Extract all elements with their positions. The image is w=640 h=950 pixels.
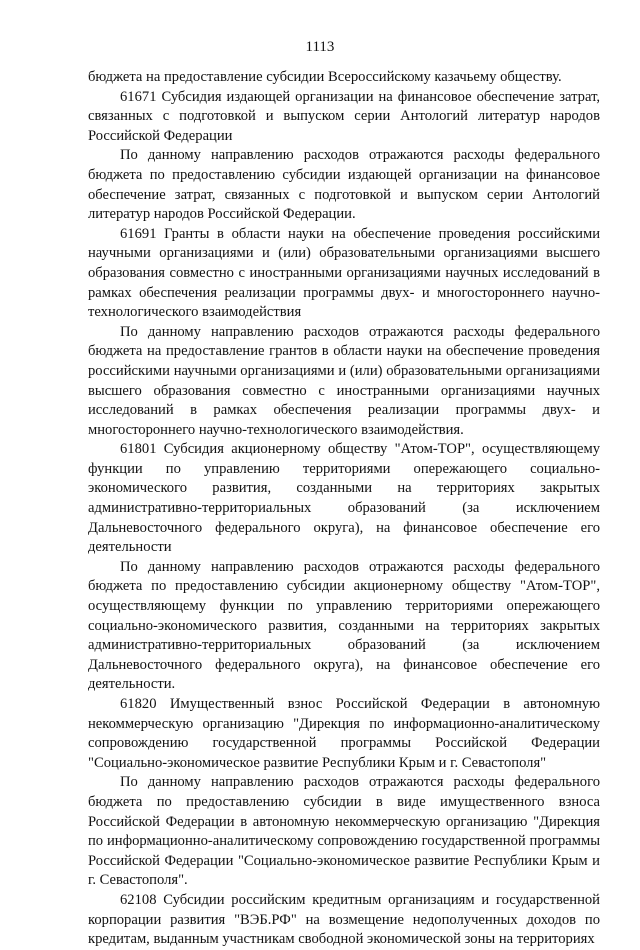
paragraph: 62108 Субсидии российским кредитным организациям и государственной корпорации развития "ВЭБ.РФ" на возмещение недополученных доходов по кредитам, выданным участникам свободной экономической зоны на территориях [88, 891, 600, 948]
paragraph: По данному направлению расходов отражаются расходы федерального бюджета по предоставлению субсидии в виде имущественного взноса Российской Федерации в автономную некоммерческую организацию "Дирекция по информационно-аналитическому сопровождению государственной программы Российской Федерации "Социально-экономическое развитие Республики Крым и г. Севастополя". [88, 774, 600, 889]
paragraph: По данному направлению расходов отражаются расходы федерального бюджета на предоставление грантов в области науки на обеспечение проведения российскими научными организациями и (или) образовательными организациями высшего образования совместно с иностранными организациями научных исследований в рамках обеспечения реализации программы двух- и многостороннего научно-технологического взаимодействия. [88, 323, 600, 438]
document-body [88, 68, 600, 950]
paragraph: 61801 Субсидия акционерному обществу "Атом-ТОР", осуществляющему функции по управлению территориями опережающего социально-экономического развития, созданными на территориях закрытых административно-территориальных образований (за исключением Дальневосточного федерального округа), на финансовое обеспечение его деятельности [88, 441, 600, 556]
paragraph: 61671 Субсидия издающей организации на финансовое обеспечение затрат, связанных с подготовкой и выпуском серии Антологий литератур народов Российской Федерации [88, 88, 600, 144]
paragraph: бюджета на предоставление субсидии Всероссийскому казачьему обществу. [88, 69, 562, 85]
page-number: 1113 [305, 39, 335, 55]
paragraph: 61691 Гранты в области науки на обеспечение проведения российскими научными организациями и (или) образовательными организациями высшего образования совместно с иностранными организациями научных исследований в рамках обеспечения реализации программы двух- и многостороннего научно-технологического взаимодействия [88, 225, 600, 321]
paragraph: 61820 Имущественный взнос Российской Федерации в автономную некоммерческую организацию "Дирекция по информационно-аналитическому сопровождению государственной программы Российской Федерации "Социально-экономическое развитие Республики Крым и г. Севастополя" [88, 696, 600, 771]
paragraph: По данному направлению расходов отражаются расходы федерального бюджета по предоставлению субсидии издающей организации на финансовое обеспечение затрат, связанных с подготовкой и выпуском серии Антологий литератур народов Российской Федерации. [88, 147, 600, 223]
paragraph: По данному направлению расходов отражаются расходы федерального бюджета по предоставлению субсидии акционерному обществу "Атом-ТОР", осуществляющему функции по управлению территориями опережающего социально-экономического развития, созданными на территориях закрытых административно-территориальных образований (за исключением Дальневосточного федерального округа), на финансовое обеспечение его деятельности. [88, 558, 600, 693]
